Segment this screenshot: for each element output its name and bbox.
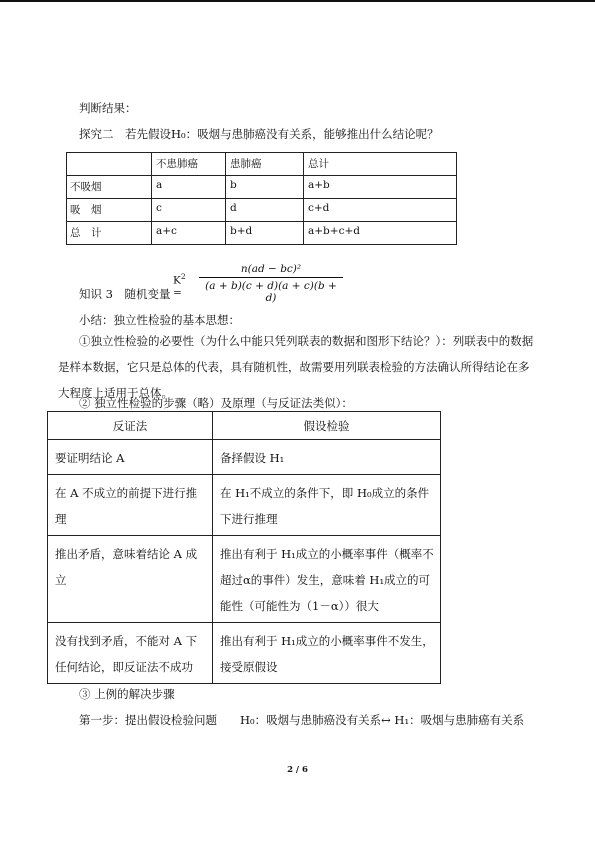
steps-principle-line: ② 独立性检验的步骤（略）及原理（与反证法类似）： <box>79 396 353 410</box>
table-row <box>48 623 441 684</box>
table-cell: 推出矛盾，意味着结论 A 成立 <box>48 536 213 623</box>
table-cell: 要证明结论 A <box>48 440 213 475</box>
formula-numerator: n(ad − bc)² <box>199 263 343 278</box>
table-header-cell: 假设检验 <box>213 412 441 440</box>
knowledge-three-heading: 知识 3 随机变量 <box>79 287 171 301</box>
table-cell: 患肺癌 <box>226 153 304 176</box>
table-row <box>48 475 441 536</box>
summary-heading: 小结：独立性检验的基本思想： <box>79 313 240 327</box>
table-cell: 吸 烟 <box>67 199 152 222</box>
table-cell: b <box>226 176 304 199</box>
table-cell: b+d <box>226 222 304 245</box>
table-row <box>48 536 441 623</box>
necessity-paragraph: ①独立性检验的必要性（为什么中能只凭列联表的数据和图形下结论？）：列联表中的数据是样本数据，它只是总体的代表，具有随机性，故需要用列联表检验的方法确认所得结论在多大程度上适用于总体。 <box>58 334 534 400</box>
table-header-row <box>67 153 457 176</box>
explore-two-text: 探究二 若先假设H₀：吸烟与患肺癌没有关系，能够推出什么结论呢？ <box>79 127 439 141</box>
formula-denominator: (a + b)(c + d)(a + c)(b + d) <box>205 280 337 304</box>
table-cell: 总计 <box>304 153 457 176</box>
table-row <box>67 222 457 245</box>
table-cell: a+c <box>152 222 226 245</box>
solution-steps-heading: ③ 上例的解决步骤 <box>79 687 175 701</box>
table-row <box>48 440 441 475</box>
table-cell: 在 H₁不成立的条件下，即 H₀成立的条件下进行推理 <box>213 475 441 536</box>
table-cell: a+b <box>304 176 457 199</box>
table-header-cell: 反证法 <box>48 412 213 440</box>
table-header-row <box>48 412 441 440</box>
result-heading: 判断结果： <box>79 101 137 115</box>
table-cell: a <box>152 176 226 199</box>
table-cell: c <box>152 199 226 222</box>
table-cell: 备择假设 H₁ <box>213 440 441 475</box>
table-cell: c+d <box>304 199 457 222</box>
step-one-text: 第一步：提出假设检验问题 H₀：吸烟与患肺癌没有关系↔ H₁：吸烟与患肺癌有关系 <box>79 713 525 727</box>
formula-fraction <box>199 263 343 304</box>
table-cell: d <box>226 199 304 222</box>
table-cell: 推出有利于 H₁成立的小概率事件不发生，接受原假设 <box>213 623 441 684</box>
table-cell: a+b+c+d <box>304 222 457 245</box>
table-cell: 不患肺癌 <box>152 153 226 176</box>
table-cell <box>67 153 152 176</box>
table-cell: 不吸烟 <box>67 176 152 199</box>
table-cell: 推出有利于 H₁成立的小概率事件（概率不超过α的事件）发生，意味着 H₁成立的可能性（可能性为（1－α））很大 <box>213 536 441 623</box>
comparison-table <box>47 411 441 684</box>
table-cell: 在 A 不成立的前提下进行推理 <box>48 475 213 536</box>
table-row <box>67 176 457 199</box>
table-cell: 总 计 <box>67 222 152 245</box>
table-cell: 没有找到矛盾，不能对 A 下任何结论，即反证法不成功 <box>48 623 213 684</box>
contingency-table <box>66 152 457 245</box>
formula-lhs: $K^2$ = <box>173 272 186 299</box>
table-row <box>67 199 457 222</box>
page-number: 2 / 6 <box>287 765 308 775</box>
top-rule <box>0 0 595 2</box>
